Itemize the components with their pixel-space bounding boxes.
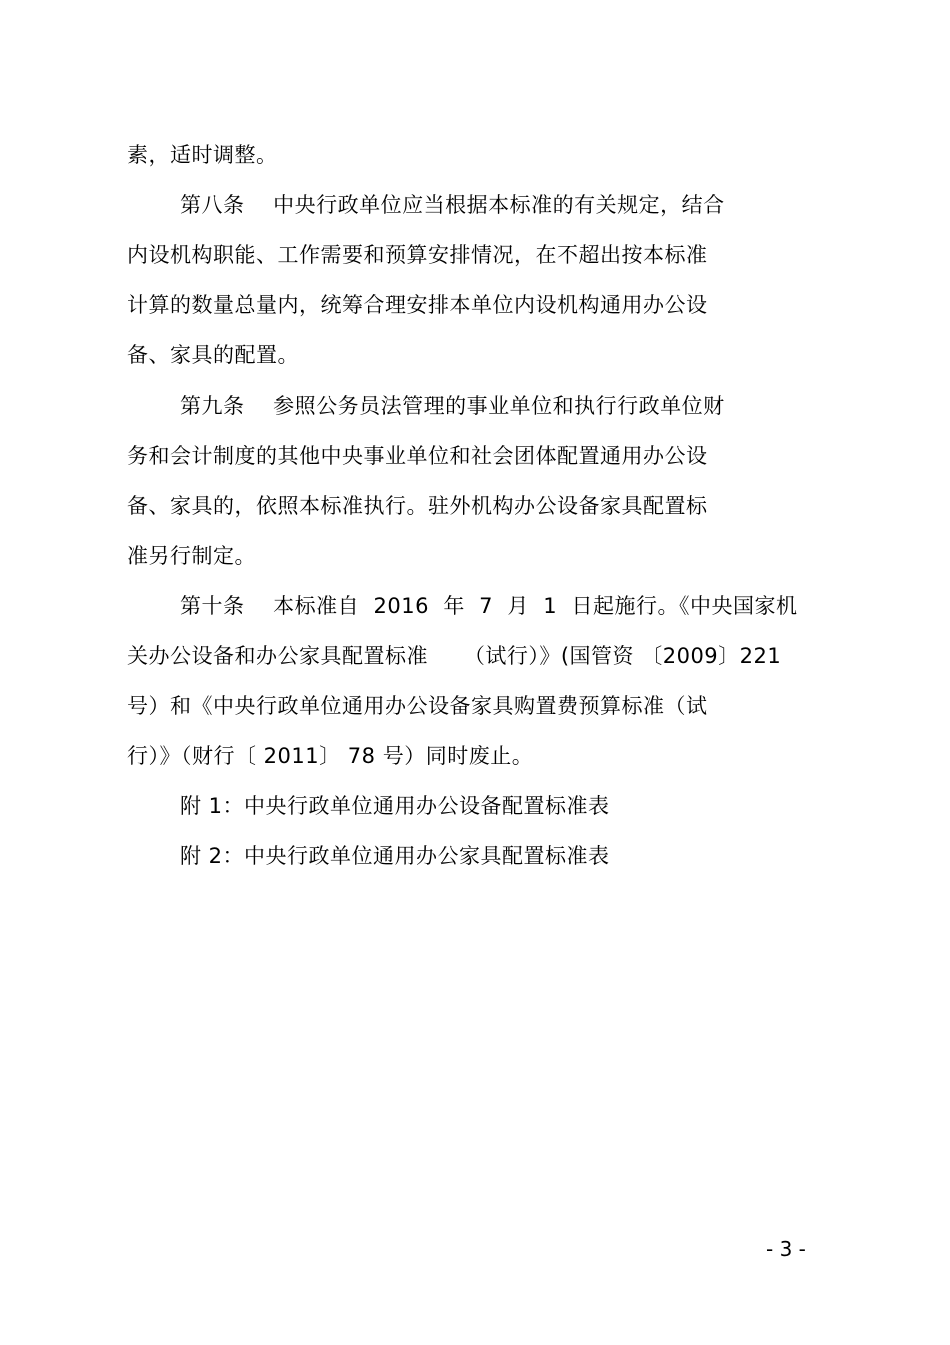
text-line: 务和会计制度的其他中央事业单位和社会团体配置通用办公设	[127, 444, 708, 468]
text-line: 计算的数量总量内，统筹合理安排本单位内设机构通用办公设	[127, 293, 708, 317]
article-9-heading-line: 第九条 参照公务员法管理的事业单位和执行行政单位财	[180, 394, 725, 418]
text-line: 备、家具的配置。	[127, 343, 299, 367]
text-line: 关办公设备和办公家具配置标准 （试行）》(国管资 〔2009〕221	[127, 644, 782, 668]
text-line: 准另行制定。	[127, 544, 256, 568]
text-line: 号）和《中央行政单位通用办公设备家具购置费预算标准（试	[127, 694, 708, 718]
attachment-1-line: 附 1：中央行政单位通用办公设备配置标准表	[180, 794, 610, 818]
article-10-heading-line: 第十条 本标准自 2016 年 7 月 1 日起施行。《中央国家机	[180, 594, 798, 618]
text-line: 内设机构职能、工作需要和预算安排情况，在不超出按本标准	[127, 243, 708, 267]
text-line: 行）》（财行〔 2011〕 78 号）同时废止。	[127, 744, 534, 768]
attachment-2-line: 附 2：中央行政单位通用办公家具配置标准表	[180, 844, 610, 868]
page-number: - 3 -	[766, 1237, 806, 1261]
text-line: 备、家具的，依照本标准执行。驻外机构办公设备家具配置标	[127, 494, 708, 518]
article-8-heading-line: 第八条 中央行政单位应当根据本标准的有关规定，结合	[180, 193, 725, 217]
text-line: 素，适时调整。	[127, 143, 278, 167]
